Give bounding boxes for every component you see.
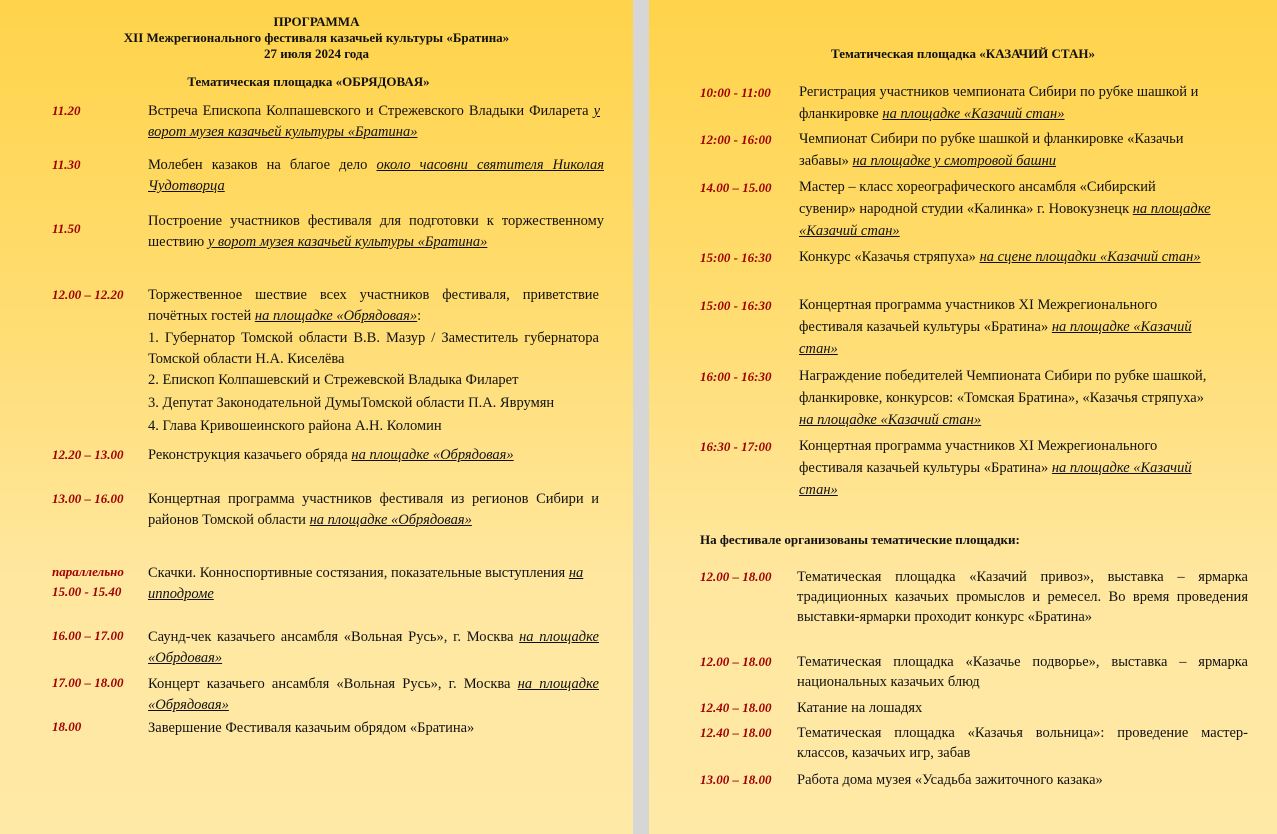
schedule-time: 18.00 (52, 719, 82, 734)
schedule-text: Тематическая площадка «Казачий привоз», выставка – ярмарка традиционных казачьих промыслов и ремесел. Во время проведения выставки-ярмарки проходит конкурс «Братина» (797, 569, 1248, 625)
schedule-time: 12.40 – 18.00 (700, 725, 772, 740)
schedule-text: Работа дома музея «Усадьба зажиточного казака» (797, 772, 1103, 788)
schedule-time: 15.00 - 15.40 (52, 584, 122, 599)
program-title: ПРОГРАММА (273, 14, 360, 29)
schedule-time: 15:00 - 16:30 (700, 298, 772, 313)
schedule-time: параллельно (52, 564, 124, 579)
schedule-text: Катание на лошадях (797, 700, 923, 716)
schedule-text: Концертная программа участников XI Межрегионального фестиваля казачьей культуры «Братина» на площадке «Казачий стан» (799, 438, 1192, 498)
schedule-time: 13.00 – 18.00 (700, 772, 772, 787)
schedule-time: 13.00 – 16.00 (52, 491, 124, 506)
section-title-obryadovaya: Тематическая площадка «ОБРЯДОВАЯ» (187, 74, 430, 89)
schedule-time: 16.00 – 17.00 (52, 628, 124, 643)
schedule-text: Молебен казаков на благое дело около часовни святителя Николая Чудотворца (148, 157, 604, 194)
schedule-text: Встреча Епископа Колпашевского и Стрежевского Владыки Филарета у ворот музея казачьей культуры «Братина» (148, 103, 600, 140)
schedule-text: Чемпионат Сибири по рубке шашкой и фланкировке «Казачьи забавы» на площадке у смотровой башни (799, 131, 1184, 169)
schedule-text: Скачки. Конноспортивные состязания, показательные выступления на ипподроме (148, 565, 584, 602)
left-page (0, 0, 633, 834)
schedule-text: Тематическая площадка «Казачье подворье», выставка – ярмарка национальных казачьих блюд (797, 654, 1248, 690)
schedule-time: 15:00 - 16:30 (700, 250, 772, 265)
festival-date: 27 июля 2024 года (264, 46, 369, 61)
schedule-time: 12.20 – 13.00 (52, 447, 124, 462)
schedule-time: 12:00 - 16:00 (700, 132, 772, 147)
schedule-text: Концертная программа участников XI Межрегионального фестиваля казачьей культуры «Братина» на площадке «Казачий стан» (799, 297, 1192, 357)
schedule-text: Построение участников фестиваля для подготовки к торжественному шествию у ворот музея казачьей культуры «Братина» (148, 213, 604, 250)
schedule-text: Завершение Фестиваля казачьим обрядом «Братина» (148, 720, 475, 736)
guest-item: 3. Депутат Законодательной ДумыТомской области П.А. Яврумян (148, 395, 555, 411)
schedule-time: 10:00 - 11:00 (700, 85, 771, 100)
section-title-kazachiy-stan: Тематическая площадка «КАЗАЧИЙ СТАН» (831, 46, 1095, 61)
schedule-text: Концерт казачьего ансамбля «Вольная Русь», г. Москва на площадке «Обрядовая» (148, 676, 599, 713)
schedule-text: Саунд-чек казачьего ансамбля «Вольная Русь», г. Москва на площадке «Обрдовая» (148, 629, 599, 666)
schedule-text: Торжественное шествие всех участников фестиваля, приветствие почётных гостей на площадке «Обрядовая»: (148, 287, 599, 324)
schedule-time: 11.30 (52, 157, 81, 172)
schedule-time: 12.40 – 18.00 (700, 700, 772, 715)
guest-item: 4. Глава Кривошеинского района А.Н. Коломин (148, 418, 442, 434)
guest-item: 2. Епископ Колпашевский и Стрежевской Владыка Филарет (148, 372, 519, 388)
schedule-text: Конкурс «Казачья стряпуха» на сцене площадки «Казачий стан» (799, 249, 1201, 265)
schedule-time: 12.00 – 12.20 (52, 287, 124, 302)
schedule-time: 11.20 (52, 103, 81, 118)
festival-title: XII Межрегионального фестиваля казачьей культуры «Братина» (123, 30, 510, 45)
schedule-time: 12.00 – 18.00 (700, 569, 772, 584)
schedule-time: 16:30 - 17:00 (700, 439, 772, 454)
schedule-time: 14.00 – 15.00 (700, 180, 772, 195)
schedule-text: Реконструкция казачьего обряда на площадке «Обрядовая» (148, 447, 514, 463)
schedule-text: Тематическая площадка «Казачья вольница»: проведение мастер-классов, казачьих игр, забав (797, 725, 1248, 761)
right-page (649, 0, 1277, 834)
schedule-time: 17.00 – 18.00 (52, 675, 124, 690)
section-title-thematic-areas: На фестивале организованы тематические площадки: (700, 532, 1020, 547)
guest-item: 1. Губернатор Томской области В.В. Мазур / Заместитель губернатора Томской области Н.А. Киселёва (148, 330, 599, 367)
schedule-text: Регистрация участников чемпионата Сибири по рубке шашкой и фланкировке на площадке «Казачий стан» (799, 84, 1199, 122)
schedule-time: 12.00 – 18.00 (700, 654, 772, 669)
schedule-time: 16:00 - 16:30 (700, 369, 772, 384)
schedule-text: Мастер – класс хореографического ансамбля «Сибирский сувенир» народной студии «Калинка» г. Новокузнецк на площадке «Казачий стан» (799, 179, 1211, 239)
schedule-text: Концертная программа участников фестиваля из регионов Сибири и районов Томской области на площадке «Обрядовая» (148, 491, 599, 528)
schedule-time: 11.50 (52, 221, 81, 236)
schedule-text: Награждение победителей Чемпионата Сибири по рубке шашкой, фланкировке, конкурсов: «Томская Братина», «Казачья стряпуха» на площадке «Казачий стан» (799, 368, 1207, 428)
